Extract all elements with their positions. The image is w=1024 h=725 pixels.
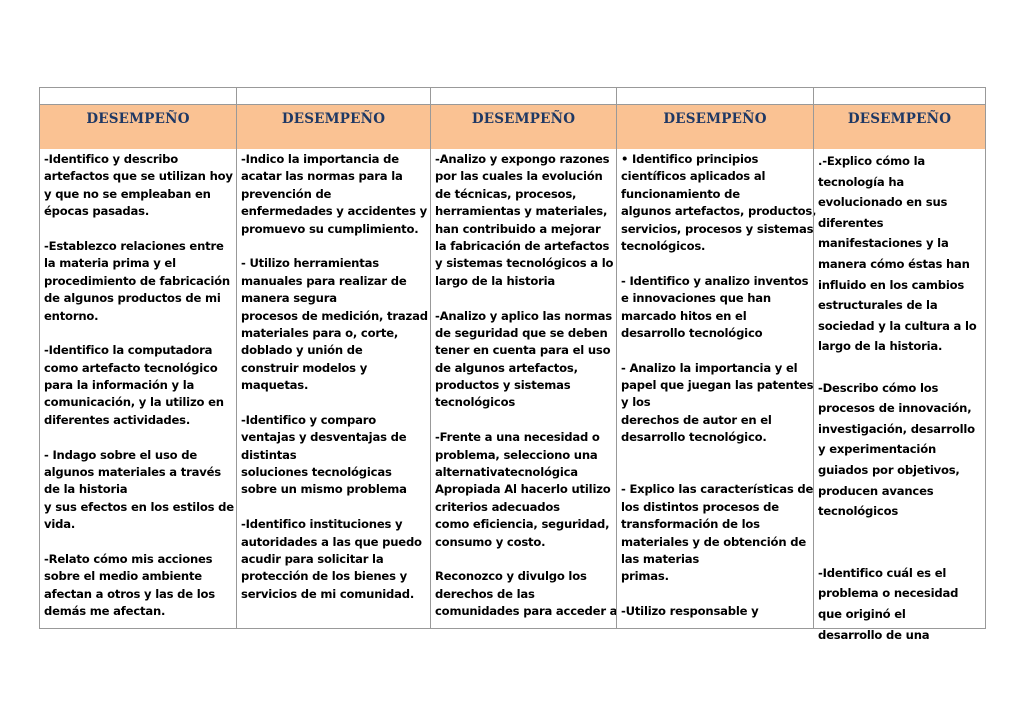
cell-text-line: producen avances [818, 483, 934, 498]
cell-text-line [435, 551, 613, 568]
column-header [617, 105, 813, 149]
cell-text-line: -Identifico instituciones y [241, 517, 403, 532]
cell-text-line: doblado y unión de [241, 343, 363, 358]
cell-text-line: que originó el [818, 607, 906, 622]
cell-text-line: guiados por objetivos, [818, 462, 960, 477]
top-strip [617, 88, 813, 105]
column-header-title: DESEMPEÑO [663, 111, 767, 127]
cell-text-line: desarrollo tecnológico [621, 325, 763, 340]
cell-text-line: algunos artefactos, productos, [621, 204, 817, 219]
cell-text-line: acudir para solicitar la [241, 551, 384, 566]
cell-text-line: primas. [621, 569, 669, 584]
cell-text-line: vida. [44, 517, 76, 532]
cell-text-line: acatar las normas para la [241, 169, 403, 184]
cell-text-line [241, 499, 427, 516]
cell-text-line: como artefacto tecnológico [44, 360, 218, 375]
cell-text-line: problema, selecciono una [435, 447, 598, 462]
column-header-title: DESEMPEÑO [281, 111, 386, 127]
cell-text-line: procesos de innovación, [818, 401, 972, 416]
cell-text-line: científicos aplicados al [621, 169, 766, 184]
cell-text-line [818, 542, 982, 563]
top-strip [431, 88, 616, 105]
cell-text-line: -Indico la importancia de [241, 152, 399, 166]
cell-text-line: han contribuido a mejorar [435, 221, 601, 236]
cell-text-line [621, 255, 810, 272]
column-body [435, 151, 618, 628]
cell-text-line [621, 464, 810, 481]
cell-text-line [241, 238, 427, 255]
cell-text-line: ventajas y desventajas de [241, 430, 407, 445]
cell-text-line: -Utilizo responsable y [621, 604, 759, 619]
cell-text-line [241, 394, 427, 411]
cell-text-line: - Utilizo herramientas [241, 256, 379, 271]
cell-text-line: marcado hitos en el [621, 308, 747, 323]
cell-text-line: distintas [241, 447, 297, 462]
cell-text-line: entorno. [44, 308, 99, 323]
cell-text-line: de técnicas, procesos, [435, 186, 577, 201]
cell-text-line: manera cómo éstas han [818, 256, 970, 271]
cell-text-line: influido en los cambios [818, 277, 965, 292]
column-header [431, 105, 616, 149]
competencies-table [39, 87, 986, 642]
cell-text-line: y sus efectos en los estilos de [44, 499, 234, 514]
cell-text-line: materiales para o, corte, [241, 325, 399, 340]
cell-text-line: de seguridad que se deben [435, 325, 608, 340]
cell-text-line: comunicación, y la utilizo en [44, 395, 224, 410]
cell-text-line: enfermedades y accidentes y [241, 204, 427, 219]
cell-text-line: artefactos que se utilizan hoy [44, 169, 233, 184]
cell-text-line: investigación, desarrollo [818, 421, 975, 436]
column-header-title: DESEMPEÑO [471, 111, 576, 127]
cell-text-line: manuales para realizar de [241, 273, 407, 288]
cell-text-line: de algunos productos de mi [44, 291, 221, 306]
cell-text-line: promuevo su cumplimiento. [241, 221, 419, 236]
cell-text-line: materiales y de obtención de [621, 534, 806, 549]
cell-text-line: papel que juegan las patentes [621, 378, 814, 393]
cell-text-line: comunidades para acceder a [435, 604, 618, 619]
cell-text-line [621, 342, 810, 359]
cell-text-line: afectan a otros y las de los [44, 586, 216, 601]
cell-text-line: sobre el medio ambiente [44, 569, 202, 584]
cell-text-line: y los [621, 395, 651, 410]
column-body [621, 151, 817, 628]
cell-text-line: -Describo cómo los [818, 380, 939, 395]
cell-text-line: derechos de las [435, 586, 535, 601]
cell-text-line: la materia prima y el [44, 256, 176, 271]
cell-text-line: tecnológicos [818, 504, 899, 519]
cell-text-line: productos y sistemas [435, 378, 571, 393]
cell-text-line: por las cuales la evolución [435, 169, 603, 184]
cell-text-line: maquetas. [241, 378, 309, 393]
cell-text-line: construir modelos y [241, 360, 368, 375]
column-body [818, 151, 982, 642]
column-5 [813, 88, 985, 642]
top-strip [814, 88, 985, 105]
cell-text-line: algunos materiales a través [44, 465, 221, 480]
cell-text-line: Reconozco y divulgo los [435, 569, 587, 584]
column-2 [236, 88, 430, 628]
cell-text-line: sociedad y la cultura a lo [818, 318, 977, 333]
cell-text-line: y sistemas tecnológicos a lo [435, 256, 614, 271]
cell-text-line: tecnológicos. [621, 238, 706, 253]
top-strip [40, 88, 236, 105]
cell-text-line: problema o necesidad [818, 586, 959, 601]
cell-text-line: -Establezco relaciones entre [44, 238, 224, 253]
column-header-title: DESEMPEÑO [86, 111, 190, 127]
cell-text-line: estructurales de la [818, 298, 938, 313]
cell-text-line [621, 447, 810, 464]
cell-text-line: diferentes [818, 215, 884, 230]
cell-text-line: procesos de medición, trazad [241, 308, 428, 323]
cell-text-line: y que no se empleaban en [44, 186, 211, 201]
cell-text-line: • Identifico principios [621, 152, 759, 166]
column-body [44, 151, 233, 628]
cell-text-line: protección de los bienes y [241, 569, 407, 584]
cell-text-line [621, 586, 810, 603]
column-1 [40, 88, 236, 628]
cell-text-line: y experimentación [818, 442, 937, 457]
cell-text-line: servicios, procesos y sistemas [621, 221, 814, 236]
cell-text-line [44, 429, 233, 446]
cell-text-line [435, 412, 613, 429]
cell-text-line: .-Explico cómo la [818, 154, 926, 168]
cell-text-line: servicios de mi comunidad. [241, 586, 415, 601]
cell-text-line: largo de la historia [435, 273, 555, 288]
cell-text-line: -Identifico la computadora [44, 343, 213, 358]
column-3 [430, 88, 616, 628]
cell-text-line: manera segura [241, 291, 337, 306]
cell-text-line: derechos de autor en el [621, 412, 772, 427]
cell-text-line: demás me afectan. [44, 604, 166, 619]
cell-text-line [818, 357, 982, 378]
cell-text-line: largo de la historia. [818, 339, 943, 354]
cell-text-line: - Indago sobre el uso de [44, 447, 198, 462]
cell-text-line: criterios adecuados [435, 499, 560, 514]
cell-text-line: desarrollo tecnológico. [621, 430, 767, 445]
cell-text-line: -Relato cómo mis acciones [44, 551, 213, 566]
cell-text-line [44, 534, 233, 551]
cell-text-line: épocas pasadas. [44, 204, 150, 219]
column-body [241, 151, 427, 628]
cell-text-line: los distintos procesos de [621, 499, 779, 514]
cell-text-line: las materias [621, 551, 700, 566]
cell-text-line: de la historia [44, 482, 128, 497]
cell-text-line: Apropiada Al hacerlo utilizo [435, 482, 611, 497]
column-4 [616, 88, 817, 628]
cell-text-line [44, 325, 233, 342]
cell-text-line: procedimiento de fabricación [44, 273, 230, 288]
cell-text-line: -Analizo y expongo razones [435, 152, 610, 166]
cell-text-line: la fabricación de artefactos [435, 238, 610, 253]
cell-text-line: -Analizo y aplico las normas [435, 308, 612, 323]
cell-text-line: -Identifico y comparo [241, 412, 377, 427]
cell-text-line: alternativatecnológica [435, 465, 578, 480]
cell-text-line: - Analizo la importancia y el [621, 360, 798, 375]
cell-text-line: sobre un mismo problema [241, 482, 407, 497]
cell-text-line: -Identifico y describo [44, 152, 179, 166]
cell-text-line: de algunos artefactos, [435, 360, 578, 375]
column-header [814, 105, 985, 149]
cell-text-line: funcionamiento de [621, 186, 740, 201]
cell-text-line: consumo y costo. [435, 534, 546, 549]
cell-text-line: transformación de los [621, 517, 760, 532]
cell-text-line: tecnología ha [818, 174, 905, 189]
cell-text-line: - Identifico y analizo inventos [621, 273, 809, 288]
cell-text-line: herramientas y materiales, [435, 204, 608, 219]
cell-text-line: diferentes actividades. [44, 412, 191, 427]
cell-text-line [435, 290, 613, 307]
cell-text-line: e innovaciones que han [621, 291, 771, 306]
cell-text-line: - Explico las características de [621, 482, 814, 497]
cell-text-line: -Frente a una necesidad o [435, 430, 600, 445]
column-header-title: DESEMPEÑO [847, 111, 952, 127]
top-strip [237, 88, 430, 105]
cell-text-line [44, 221, 233, 238]
cell-text-line: para la información y la [44, 378, 195, 393]
cell-text-line: desarrollo de una [818, 627, 930, 642]
cell-text-line: manifestaciones y la [818, 236, 949, 251]
column-header [237, 105, 430, 149]
cell-text-line: evolucionado en sus [818, 195, 948, 210]
cell-text-line: autoridades a las que puedo [241, 534, 422, 549]
cell-text-line: soluciones tecnológicas [241, 465, 392, 480]
cell-text-line: como eficiencia, seguridad, [435, 517, 610, 532]
cell-text-line: -Identifico cuál es el [818, 565, 947, 580]
cell-text-line: tecnológicos [435, 395, 516, 410]
cell-text-line: prevención de [241, 186, 332, 201]
column-header [40, 105, 236, 149]
cell-text-line [818, 522, 982, 543]
cell-text-line: tener en cuenta para el uso [435, 343, 611, 358]
